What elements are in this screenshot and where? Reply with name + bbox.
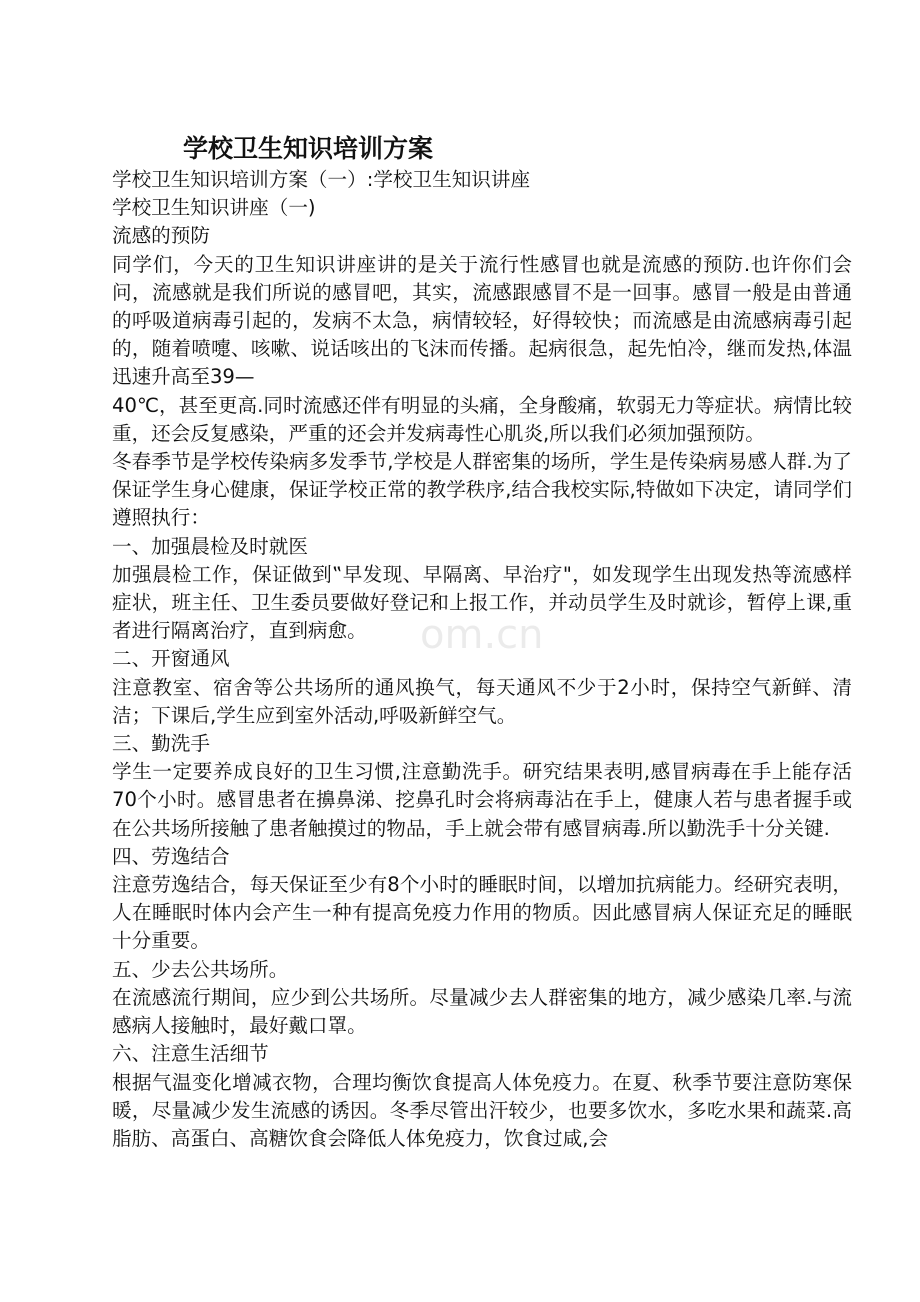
section-text-6: 根据气温变化增减衣物，合理均衡饮食提高人体免疫力。在夏、秋季节要注意防寒保暖，尽量减少发生流感的诱因。冬季尽管出汗较少，也要多饮水，多吃水果和蔬菜.高脂肪、高蛋白、高糖饮食会降低人体免疫力，饮食过咸,会	[112, 1070, 852, 1150]
section-heading-5: 五、少去公共场所。	[112, 957, 289, 981]
watermark-text: om.cn	[420, 612, 544, 658]
topic-heading: 流感的预防	[112, 224, 210, 248]
season-paragraph: 冬春季节是学校传染病多发季节,学校是人群密集的场所，学生是传染病易感人群.为了保证学生身心健康，保证学校正常的教学秩序,结合我校实际,特做如下决定，请同学们遵照执行：	[112, 450, 852, 530]
section-text-2: 注意教室、宿舍等公共场所的通风换气，每天通风不少于2小时，保持空气新鲜、清洁；下课后,学生应到室外活动,呼吸新鲜空气。	[112, 675, 852, 727]
section-text-1: 加强晨检工作，保证做到‟早发现、早隔离、早治疗"，如发现学生出现发热等流感样症状，班主任、卫生委员要做好登记和上报工作，并动员学生及时就诊，暂停上课,重者进行隔离治疗，直到病愈。	[112, 562, 852, 643]
section-heading-4: 四、劳逸结合	[112, 844, 230, 868]
intro-paragraph-continued: 40℃，甚至更高.同时流感还伴有明显的头痛，全身酸痛，软弱无力等症状。病情比较重，还会反复感染，严重的还会并发病毒性心肌炎,所以我们必须加强预防。	[112, 393, 852, 445]
section-heading-1: 一、加强晨检及时就医	[112, 534, 308, 558]
intro-paragraph: 同学们，今天的卫生知识讲座讲的是关于流行性感冒也就是流感的预防.也许你们会问，流感就是我们所说的感冒吧，其实，流感跟感冒不是一回事。感冒一般是由普通的呼吸道病毒引起的，发病不太急，病情较轻，好得较快；而流感是由流感病毒引起的，随着喷嚏、咳嗽、说话咳出的飞沫而传播。起病很急，起先怕冷，继而发热,体温迅速升高至39—	[112, 252, 852, 389]
document-body	[112, 166, 852, 1153]
subtitle-1: 学校卫生知识培训方案（一）:学校卫生知识讲座	[112, 168, 531, 191]
subtitle-2: 学校卫生知识讲座（一)	[112, 196, 316, 220]
document-title: 学校卫生知识培训方案	[183, 134, 434, 163]
section-text-5: 在流感流行期间，应少到公共场所。尽量减少去人群密集的地方，减少感染几率.与流感病人接触时，最好戴口罩。	[112, 985, 852, 1038]
section-text-4: 注意劳逸结合，每天保证至少有8个小时的睡眠时间，以增加抗病能力。经研究表明，人在睡眠时体内会产生一种有提高免疫力作用的物质。因此感冒病人保证充足的睡眠十分重要。	[112, 873, 852, 953]
section-heading-3: 三、勤洗手	[112, 732, 210, 756]
section-heading-2: 二、开窗通风	[112, 647, 230, 671]
section-heading-6: 六、注意生活细节	[112, 1042, 269, 1066]
section-text-3: 学生一定要养成良好的卫生习惯,注意勤洗手。研究结果表明,感冒病毒在手上能存活70个小时。感冒患者在擤鼻涕、挖鼻孔时会将病毒沾在手上，健康人若与患者握手或在公共场所接触了患者触摸过的物品，手上就会带有感冒病毒.所以勤洗手十分关键.	[112, 760, 852, 840]
